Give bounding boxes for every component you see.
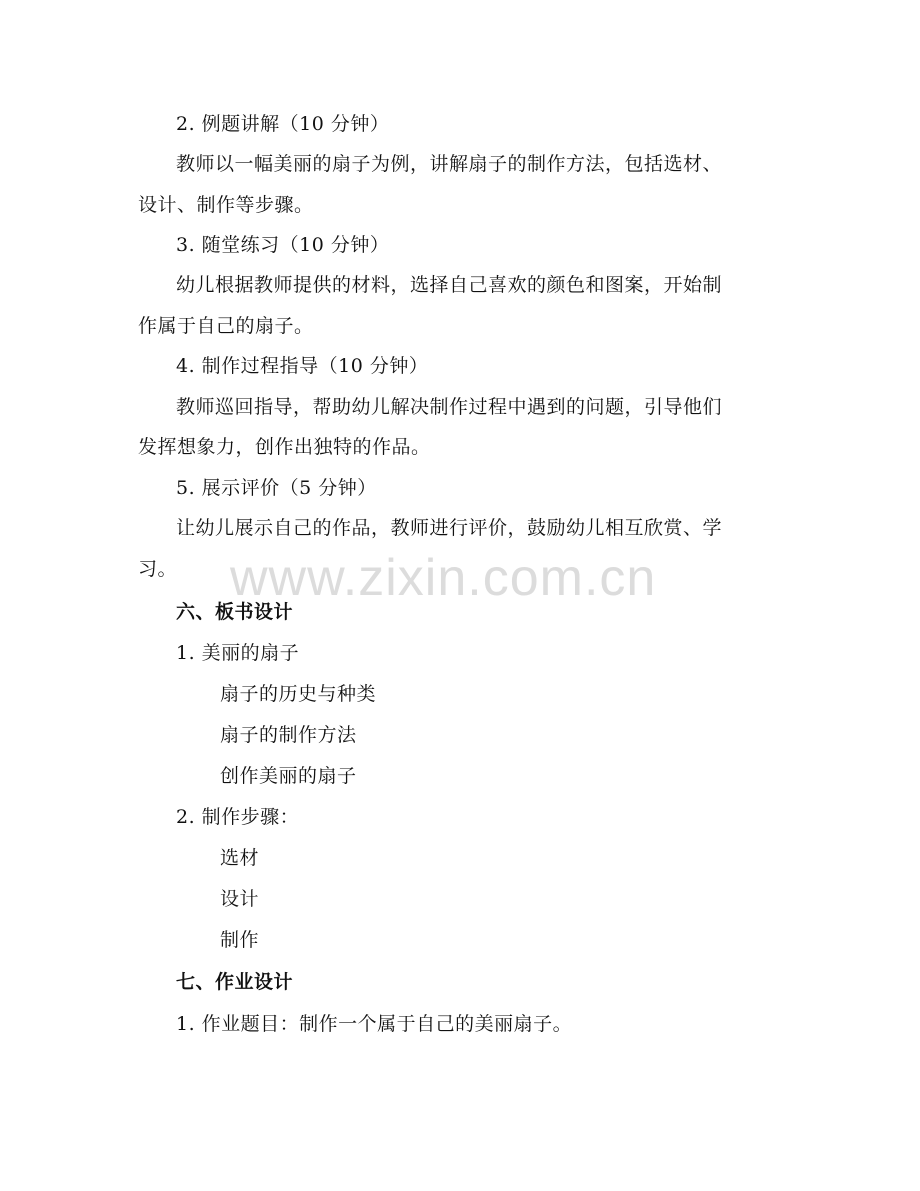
step-2-paragraph-line-2: 设计、制作等步骤。 <box>138 194 314 216</box>
step-5-heading: 5. 展示评价（5 分钟） <box>176 477 377 499</box>
watermark: www.zixin.com.cn <box>230 549 657 607</box>
board-item-1-subitem-2: 扇子的制作方法 <box>220 724 357 746</box>
step-3-paragraph-line-1: 幼儿根据教师提供的材料，选择自己喜欢的颜色和图案，开始制 <box>176 274 723 296</box>
step-3-heading: 3. 随堂练习（10 分钟） <box>176 234 390 256</box>
step-2-heading: 2. 例题讲解（10 分钟） <box>176 113 390 135</box>
step-4-paragraph-line-2: 发挥想象力，创作出独特的作品。 <box>138 436 431 458</box>
section-7-title: 七、作业设计 <box>176 971 294 993</box>
step-3-paragraph-line-2: 作属于自己的扇子。 <box>138 315 314 337</box>
board-item-2-subitem-3: 制作 <box>220 929 260 951</box>
board-item-1-heading: 1. 美丽的扇子 <box>176 642 300 664</box>
board-item-1-subitem-1: 扇子的历史与种类 <box>220 683 377 705</box>
section-6-title: 六、板书设计 <box>176 601 294 623</box>
step-4-heading: 4. 制作过程指导（10 分钟） <box>176 355 429 377</box>
step-5-paragraph-line-2: 习。 <box>138 558 178 580</box>
step-2-paragraph-line-1: 教师以一幅美丽的扇子为例，讲解扇子的制作方法，包括选材、 <box>176 153 723 175</box>
homework-item-1: 1. 作业题目：制作一个属于自己的美丽扇子。 <box>176 1013 573 1035</box>
board-item-2-heading: 2. 制作步骤： <box>176 806 300 828</box>
step-4-paragraph-line-1: 教师巡回指导，帮助幼儿解决制作过程中遇到的问题，引导他们 <box>176 396 723 418</box>
board-item-2-subitem-2: 设计 <box>220 888 260 910</box>
step-5-paragraph-line-1: 让幼儿展示自己的作品，教师进行评价，鼓励幼儿相互欣赏、学 <box>176 517 723 539</box>
board-item-2-subitem-1: 选材 <box>220 847 260 869</box>
board-item-1-subitem-3: 创作美丽的扇子 <box>220 765 357 787</box>
